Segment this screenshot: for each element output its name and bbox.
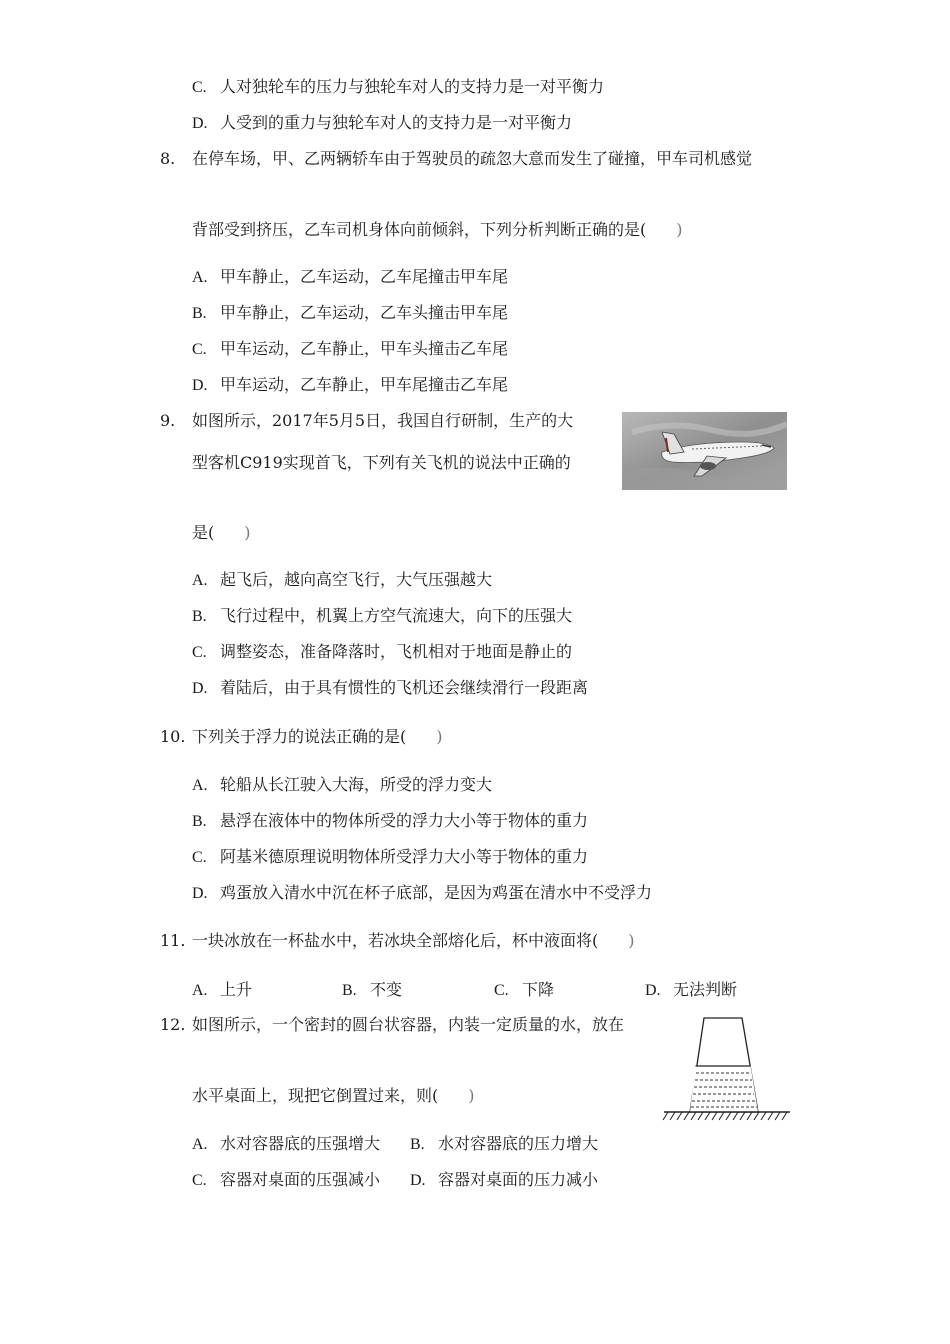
q8-option-a [192,266,508,289]
q12-number: 12. [160,1015,186,1034]
option-letter: C. [192,644,207,661]
answer-paren: ) [468,1086,475,1105]
option-letter: A. [192,269,208,286]
option-letter: A. [192,572,208,589]
option-letter: B. [192,813,207,830]
q9-number: 9. [160,411,176,430]
stem-text: 是( [192,523,215,542]
q11-option-c [494,979,554,1002]
stem-text: 一块冰放在一杯盐水中，若冰块全部熔化后，杯中液面将( [192,931,599,950]
q8-option-c [192,338,508,361]
q8-option-b [192,302,508,325]
q9-option-a [192,569,492,592]
option-text: 人对独轮车的压力与独轮车对人的支持力是一对平衡力 [220,77,605,96]
option-letter: D. [192,885,208,902]
q9-stem-line2: 型客机C919实现首飞，下列有关飞机的说法中正确的 [192,453,571,472]
q10-option-c [192,846,588,869]
q12-option-b [410,1133,598,1156]
q9-option-b [192,605,572,628]
option-letter: A. [192,982,208,999]
q9-option-d [192,677,588,700]
option-letter: B. [192,305,207,322]
option-text: 下降 [522,980,555,999]
option-text: 着陆后，由于具有惯性的飞机还会继续滑行一段距离 [220,678,589,697]
q11-option-a [192,979,252,1002]
option-text: 甲车静止，乙车运动，乙车头撞击甲车尾 [220,303,509,322]
answer-paren: ) [244,523,251,542]
q11-stem [192,930,635,952]
option-letter: C. [192,79,207,96]
q10-option-a [192,774,492,797]
q12-stem-line2 [192,1085,475,1107]
q10-stem [192,726,443,748]
q12-option-d [410,1169,598,1192]
option-text: 轮船从长江驶入大海，所受的浮力变大 [220,775,493,794]
q11-option-d [645,979,737,1002]
answer-paren: ) [628,931,635,950]
answer-paren: ) [436,727,443,746]
option-text: 起飞后，越向高空飞行，大气压强越大 [220,570,493,589]
option-letter: C. [494,982,509,999]
option-text: 不变 [370,980,403,999]
option-text: 鸡蛋放入清水中沉在杯子底部，是因为鸡蛋在清水中不受浮力 [220,883,653,902]
option-text: 飞行过程中，机翼上方空气流速大，向下的压强大 [220,606,573,625]
option-letter: B. [410,1136,425,1153]
option-text: 悬浮在液体中的物体所受的浮力大小等于物体的重力 [220,811,589,830]
option-letter: D. [410,1172,426,1189]
airplane-photo [622,412,787,490]
q8-option-d [192,374,508,397]
option-text: 调整姿态，准备降落时，飞机相对于地面是静止的 [220,642,573,661]
option-letter: B. [342,982,357,999]
q10-number: 10. [160,727,186,746]
q7-option-c [192,76,604,99]
option-text: 容器对桌面的压力减小 [438,1170,599,1189]
option-letter: C. [192,341,207,358]
q7-option-d [192,112,572,135]
option-text: 无法判断 [673,980,738,999]
q11-option-b [342,979,402,1002]
q11-number: 11. [160,931,186,950]
option-text: 阿基米德原理说明物体所受浮力大小等于物体的重力 [220,847,589,866]
q9-option-c [192,641,572,664]
option-letter: C. [192,1172,207,1189]
option-letter: B. [192,608,207,625]
option-letter: D. [192,377,208,394]
frustum-container-diagram [662,1014,792,1126]
option-letter: D. [192,680,208,697]
option-text: 容器对桌面的压强减小 [220,1170,381,1189]
option-text: 水对容器底的压力增大 [438,1134,599,1153]
option-text: 甲车运动，乙车静止，甲车尾撞击乙车尾 [220,375,509,394]
q8-number: 8. [160,149,176,168]
option-letter: A. [192,777,208,794]
option-text: 甲车运动，乙车静止，甲车头撞击乙车尾 [220,339,509,358]
option-letter: D. [645,982,661,999]
q8-stem-line2 [192,219,683,241]
option-letter: C. [192,849,207,866]
option-text: 甲车静止，乙车运动，乙车尾撞击甲车尾 [220,267,509,286]
q12-stem-line1: 如图所示，一个密封的圆台状容器，内装一定质量的水，放在 [192,1015,625,1034]
q12-option-a [192,1133,380,1156]
q10-option-b [192,810,588,833]
answer-paren: ) [676,220,683,239]
q9-stem-line3 [192,522,251,544]
stem-text: 背部受到挤压，乙车司机身体向前倾斜，下列分析判断正确的是( [192,220,647,239]
q8-stem-line1: 在停车场，甲、乙两辆轿车由于驾驶员的疏忽大意而发生了碰撞，甲车司机感觉 [192,149,753,168]
option-letter: A. [192,1136,208,1153]
q12-option-c [192,1169,380,1192]
option-text: 水对容器底的压强增大 [220,1134,381,1153]
stem-text: 水平桌面上，现把它倒置过来，则( [192,1086,439,1105]
option-text: 人受到的重力与独轮车对人的支持力是一对平衡力 [220,113,573,132]
option-text: 上升 [220,980,253,999]
q9-stem-line1: 如图所示，2017年5月5日，我国自行研制，生产的大 [192,411,574,430]
stem-text: 下列关于浮力的说法正确的是( [192,727,407,746]
q10-option-d [192,882,652,905]
option-letter: D. [192,115,208,132]
